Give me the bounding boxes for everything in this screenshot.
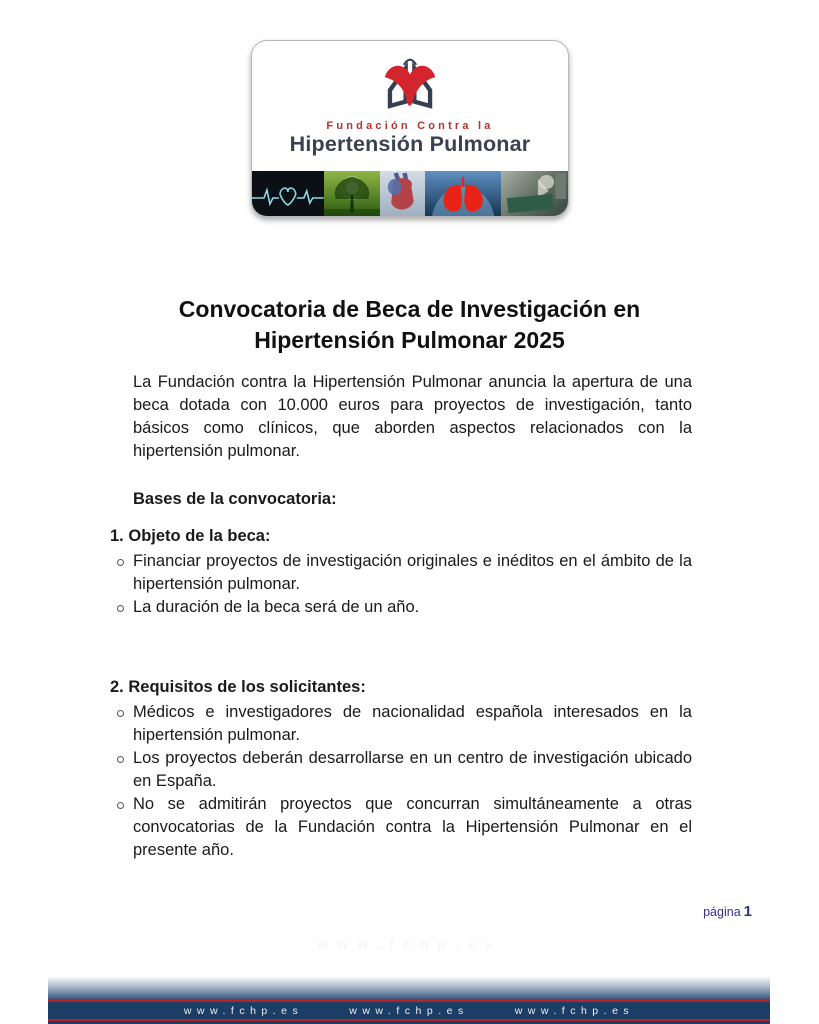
foundation-name-line2: Hipertensión Pulmonar <box>289 132 531 156</box>
lungs-heart-logo-icon <box>362 51 458 119</box>
section-1-number: 1. <box>110 527 124 545</box>
section-2-number: 2. <box>110 678 124 696</box>
ecg-heartbeat-photo <box>252 171 324 216</box>
footer-url: www.fchp.es <box>183 1004 304 1017</box>
list-item: Financiar proyectos de investigación originales e inéditos en el ámbito de la hipertensión pulmonar. <box>133 550 692 596</box>
foundation-name-line1: Fundación Contra la <box>326 120 494 132</box>
section-requisitos <box>110 676 692 862</box>
section-2-heading <box>110 676 692 699</box>
footer-banner <box>48 976 770 1024</box>
page-number-label: página <box>703 905 741 919</box>
list-item: Los proyectos deberán desarrollarse en un centro de investigación ubicado en España. <box>133 747 692 793</box>
footer-url: www.fchp.es <box>514 1004 635 1017</box>
list-item: Médicos e investigadores de nacionalidad española interesados en la hipertensión pulmonar. <box>133 701 692 747</box>
watermark-url: www.fchp.es <box>317 936 502 952</box>
section-2-bullet-list <box>110 701 692 862</box>
footer-url: www.fchp.es <box>349 1004 469 1017</box>
list-item: La duración de la beca será de un año. <box>133 596 692 619</box>
operating-room-photo <box>501 171 568 216</box>
lungs-illustration-photo <box>425 171 501 216</box>
section-2-title: Requisitos de los solicitantes: <box>128 678 366 696</box>
footer-gradient-band <box>48 976 770 1000</box>
foundation-logo-card <box>251 40 569 217</box>
section-1-title: Objeto de la beca: <box>128 527 271 545</box>
bases-heading: Bases de la convocatoria: <box>133 490 337 508</box>
footer-url-bar <box>48 1002 770 1019</box>
section-1-bullet-list <box>110 550 692 619</box>
list-item: No se admitirán proyectos que concurran simultáneamente a otras convocatorias de la Fundación contra la Hipertensión Pulmonar en el presente año. <box>133 793 692 862</box>
logo-photo-strip <box>252 171 568 216</box>
section-1-heading <box>110 525 692 548</box>
page-title-line2: Hipertensión Pulmonar 2025 <box>254 327 565 353</box>
intro-paragraph: La Fundación contra la Hipertensión Pulmonar anuncia la apertura de una beca dotada con 10.000 euros para proyectos de investigación, tanto básicos como clínicos, que aborden aspectos relacionados con la hipertensión pulmonar. <box>133 373 692 460</box>
tree-sunlight-photo <box>324 171 380 216</box>
page-title-line1: Convocatoria de Beca de Investigación en <box>178 296 641 322</box>
page-number <box>703 903 752 920</box>
document-body <box>110 371 692 862</box>
anatomical-heart-photo <box>380 171 425 216</box>
page-number-value: 1 <box>743 903 752 920</box>
section-objeto <box>110 525 692 619</box>
page-title <box>0 294 819 356</box>
